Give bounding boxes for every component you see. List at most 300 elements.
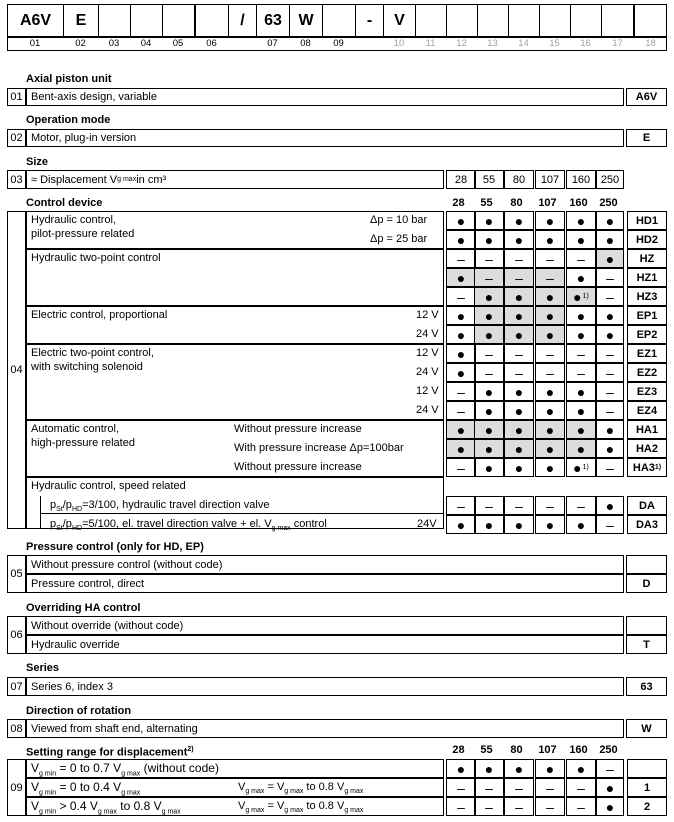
control-code[interactable]: [627, 363, 667, 382]
section-number: 03: [7, 170, 26, 189]
availability-mark: ●: [514, 231, 524, 248]
control-code[interactable]: [627, 382, 667, 401]
size-column-header: 55: [480, 744, 493, 756]
availability-cell: [504, 211, 534, 230]
control-row-note: With pressure increase Δp=100bar: [234, 442, 404, 454]
availability-mark: ●: [484, 440, 494, 457]
control-code[interactable]: [627, 420, 667, 439]
availability-cell: [535, 306, 565, 325]
control-row-note: Without pressure increase: [234, 461, 362, 473]
availability-mark: –: [457, 497, 465, 514]
availability-mark: ●: [545, 383, 555, 400]
size-option[interactable]: 250: [596, 170, 624, 189]
availability-cell: [566, 344, 596, 363]
availability-mark: –: [515, 250, 523, 267]
text: HD: [71, 506, 83, 514]
header-position-number: 05: [172, 38, 184, 49]
availability-mark: –: [515, 497, 523, 514]
availability-mark: –: [606, 364, 614, 381]
availability-mark: –: [457, 288, 465, 305]
availability-cell: [446, 420, 476, 439]
da-line-text: [50, 518, 327, 535]
control-code[interactable]: [627, 249, 667, 268]
option-code[interactable]: T: [626, 635, 667, 654]
availability-cell: [535, 439, 565, 458]
control-row-note: Δp = 25 bar: [370, 233, 428, 245]
availability-mark: –: [485, 497, 493, 514]
availability-cell: [446, 306, 476, 325]
option-code[interactable]: D: [626, 574, 667, 593]
header-code-box[interactable]: [322, 4, 356, 37]
availability-mark: –: [457, 383, 465, 400]
size-column-header: 250: [599, 744, 618, 756]
availability-cell: –: [596, 759, 624, 778]
text: g min: [39, 808, 57, 816]
availability-mark: ●: [456, 516, 466, 533]
availability-mark: –: [546, 250, 554, 267]
availability-mark: ●: [576, 383, 586, 400]
control-code[interactable]: [627, 325, 667, 344]
footnote-mark: 2): [187, 746, 194, 753]
availability-cell: [474, 401, 504, 420]
availability-mark: ●: [456, 326, 466, 343]
section-number: 02: [7, 129, 26, 147]
setting-range-text: [31, 800, 181, 818]
text: > 0.4 V: [56, 799, 98, 813]
availability-mark: ●: [456, 364, 466, 381]
availability-cell: [566, 249, 596, 268]
availability-cell: [535, 249, 565, 268]
text: V: [238, 800, 246, 812]
availability-mark: ●: [605, 231, 615, 248]
section-title: Axial piston unit: [26, 73, 112, 85]
text: g max: [245, 788, 265, 796]
availability-cell: [504, 401, 534, 420]
text: /p: [62, 518, 72, 530]
header-code-box[interactable]: [634, 4, 667, 37]
section-title: Overriding HA control: [26, 602, 141, 614]
control-code[interactable]: [627, 439, 667, 458]
availability-cell: [504, 344, 534, 363]
availability-cell: [446, 249, 476, 268]
availability-mark: ●: [484, 516, 494, 533]
availability-mark: ●: [514, 307, 524, 324]
footnote-mark: 1): [654, 464, 662, 471]
text: to 0.8 V: [116, 799, 162, 813]
section-number: 01: [7, 88, 26, 106]
availability-mark: –: [546, 269, 554, 286]
availability-mark: ●: [545, 231, 555, 248]
availability-mark: ●: [514, 459, 524, 476]
control-group-label: with switching solenoid: [31, 361, 143, 373]
availability-mark: –: [515, 269, 523, 286]
header-position-number: 09: [333, 38, 344, 49]
availability-cell: [446, 382, 476, 401]
availability-cell: [596, 363, 624, 382]
footnote-mark: 1): [582, 293, 589, 300]
availability-cell: [535, 363, 565, 382]
section-title: Pressure control (only for HD, EP): [26, 541, 204, 553]
text: p: [50, 499, 57, 511]
availability-cell: [596, 458, 624, 477]
text: to 0.8 V: [303, 800, 345, 812]
subscript: g max: [117, 176, 137, 183]
header-code-box[interactable]: /: [228, 4, 257, 37]
availability-mark: ●: [514, 326, 524, 343]
availability-mark: ●: [514, 440, 524, 457]
max-range-text: [238, 800, 363, 817]
option-code[interactable]: A6V: [626, 88, 667, 106]
option-code[interactable]: W: [626, 719, 667, 738]
option-code[interactable]: [626, 616, 667, 635]
code-text: HZ: [639, 252, 655, 265]
availability-mark: ●: [576, 307, 586, 324]
availability-cell: [566, 363, 596, 382]
availability-cell: [504, 439, 534, 458]
availability-mark: ●: [605, 326, 615, 343]
availability-mark: ●: [573, 459, 582, 476]
availability-cell: [474, 515, 504, 534]
availability-mark: ●: [514, 421, 524, 438]
availability-mark: ●: [605, 440, 615, 457]
control-group-label: Hydraulic control,: [31, 214, 116, 226]
availability-cell: [566, 230, 596, 249]
text: = 0 to 0.7 V: [56, 761, 122, 775]
header-position-number: 11: [425, 38, 436, 49]
availability-mark: ●: [545, 402, 555, 419]
availability-mark: ●: [484, 307, 494, 324]
text: to 0.8 V: [303, 781, 345, 793]
availability-cell: –: [474, 797, 504, 816]
availability-mark: ●: [605, 250, 615, 267]
header-code-box[interactable]: W: [289, 4, 323, 37]
code-text: EZ3: [636, 385, 658, 398]
availability-mark: –: [515, 345, 523, 362]
header-code-box[interactable]: [415, 4, 447, 37]
header-position-number: 16: [580, 38, 591, 49]
section-number: 09: [7, 759, 26, 816]
availability-cell: [504, 363, 534, 382]
option-description[interactable]: Motor, plug-in version: [26, 129, 624, 147]
control-code[interactable]: [627, 287, 667, 306]
text: in cm³: [136, 173, 167, 186]
code-text: EZ2: [636, 366, 658, 379]
availability-cell: [535, 515, 565, 534]
availability-mark: ●: [576, 402, 586, 419]
availability-mark: –: [485, 364, 493, 381]
availability-mark: ●: [484, 402, 494, 419]
text: g max: [284, 807, 304, 815]
control-row-note: 24 V: [416, 366, 439, 378]
availability-cell: [596, 515, 624, 534]
header-code-box[interactable]: [477, 4, 509, 37]
availability-cell: [596, 287, 624, 306]
header-code-box[interactable]: [570, 4, 602, 37]
availability-cell: [596, 249, 624, 268]
availability-cell: [596, 230, 624, 249]
control-code[interactable]: [627, 268, 667, 287]
control-row-note: 24 V: [416, 328, 439, 340]
availability-mark: ●: [456, 212, 466, 229]
availability-mark: ●: [605, 307, 615, 324]
availability-mark: –: [577, 497, 585, 514]
control-group-label: Electric two-point control,: [31, 347, 154, 359]
option-description[interactable]: Without override (without code): [26, 616, 624, 635]
header-position-number: 14: [518, 38, 529, 49]
availability-mark: –: [515, 364, 523, 381]
availability-mark: ●: [545, 307, 555, 324]
availability-cell: [504, 420, 534, 439]
text: g min: [39, 789, 57, 797]
availability-cell: [535, 211, 565, 230]
availability-cell: ●: [535, 759, 565, 778]
header-code-box[interactable]: [130, 4, 163, 37]
availability-mark: ●: [514, 288, 524, 305]
header-code-box[interactable]: E: [63, 4, 99, 37]
size-column-header: 250: [599, 197, 618, 209]
option-description[interactable]: Without pressure control (without code): [26, 555, 624, 574]
availability-cell: [566, 306, 596, 325]
availability-mark: ●: [456, 231, 466, 248]
text: =3/100, hydraulic travel direction valve: [82, 499, 270, 511]
control-group-label: Hydraulic control, speed related: [31, 480, 186, 492]
availability-cell: [566, 382, 596, 401]
availability-cell: [566, 211, 596, 230]
header-code-box[interactable]: [539, 4, 571, 37]
availability-cell: [446, 458, 476, 477]
header-position-number: 12: [456, 38, 467, 49]
size-column-header: 107: [538, 744, 557, 756]
text: = V: [264, 800, 285, 812]
control-code[interactable]: [627, 344, 667, 363]
availability-mark: ●: [514, 516, 524, 533]
control-group-label: high-pressure related: [31, 437, 135, 449]
header-position-number: 03: [108, 38, 120, 49]
availability-mark: –: [606, 516, 614, 533]
availability-cell: –: [446, 778, 476, 797]
control-code[interactable]: [627, 211, 667, 230]
availability-cell: [474, 306, 504, 325]
availability-cell: –: [535, 797, 565, 816]
header-code-box[interactable]: A6V: [7, 4, 64, 37]
option-code[interactable]: 63: [626, 677, 667, 696]
availability-mark: ●: [545, 516, 555, 533]
text: control: [290, 518, 327, 530]
text: = 0 to 0.4 V: [56, 780, 122, 794]
control-row-note: 24 V: [416, 404, 439, 416]
size-option[interactable]: 80: [504, 170, 534, 189]
control-row-note: 12 V: [416, 385, 439, 397]
option-code[interactable]: E: [626, 129, 667, 147]
control-row-note: 12 V: [416, 309, 439, 321]
code-text: HD2: [635, 233, 658, 246]
availability-mark: ●: [456, 307, 466, 324]
header-code-box[interactable]: V: [383, 4, 416, 37]
setting-code[interactable]: [627, 759, 667, 778]
control-code[interactable]: [627, 458, 667, 477]
availability-cell: [474, 287, 504, 306]
availability-mark: ●: [456, 421, 466, 438]
header-code-box[interactable]: 63: [256, 4, 290, 37]
size-column-header: 80: [510, 197, 523, 209]
availability-cell: [596, 401, 624, 420]
code-text: HZ1: [636, 271, 658, 284]
text: g max: [284, 788, 304, 796]
header-position-number: 17: [612, 38, 623, 49]
availability-cell: [596, 420, 624, 439]
max-range-text: [238, 781, 363, 798]
control-code[interactable]: [627, 306, 667, 325]
control-row-note: 24V: [417, 518, 437, 530]
availability-mark: –: [606, 345, 614, 362]
header-code-box[interactable]: [195, 4, 229, 37]
code-text: EP2: [636, 328, 658, 341]
availability-cell: [446, 268, 476, 287]
availability-cell: –: [446, 797, 476, 816]
header-code-box[interactable]: [162, 4, 195, 37]
text: St: [56, 525, 63, 533]
text: V: [31, 761, 40, 775]
text: Setting range for displacement: [26, 746, 188, 759]
code-text: EP1: [636, 309, 658, 322]
availability-cell: [446, 496, 476, 515]
availability-mark: ●: [545, 288, 555, 305]
availability-cell: ●: [504, 759, 534, 778]
availability-mark: –: [577, 345, 585, 362]
text: g max: [121, 789, 141, 797]
section-number: 06: [7, 616, 26, 654]
header-position-number: 10: [393, 38, 405, 49]
availability-mark: ●: [456, 345, 466, 362]
header-position-number: 18: [645, 38, 656, 49]
control-code[interactable]: [627, 401, 667, 420]
availability-mark: –: [485, 250, 493, 267]
availability-cell: [474, 268, 504, 287]
text: HD: [71, 525, 83, 533]
availability-cell: [535, 287, 565, 306]
control-code[interactable]: [627, 230, 667, 249]
availability-cell: [596, 325, 624, 344]
availability-mark: –: [606, 288, 614, 305]
availability-cell: [566, 420, 596, 439]
setting-code[interactable]: 1: [627, 778, 667, 797]
availability-cell: –: [504, 778, 534, 797]
code-text: DA3: [635, 518, 658, 531]
option-description[interactable]: Series 6, index 3: [26, 677, 624, 696]
availability-mark: ●: [514, 383, 524, 400]
option-code[interactable]: [626, 555, 667, 574]
size-option[interactable]: 55: [474, 170, 504, 189]
availability-mark: ●: [545, 421, 555, 438]
control-row-note: Without pressure increase: [234, 423, 362, 435]
text: V: [31, 799, 40, 813]
size-column-header: 107: [538, 197, 557, 209]
availability-cell: [596, 496, 624, 515]
availability-cell: –: [566, 797, 596, 816]
size-option[interactable]: 107: [535, 170, 565, 189]
availability-mark: ●: [484, 326, 494, 343]
availability-mark: –: [606, 402, 614, 419]
text: g max: [161, 808, 181, 816]
availability-mark: –: [606, 383, 614, 400]
availability-cell: [535, 325, 565, 344]
availability-cell: [596, 211, 624, 230]
header-position-number: 01: [29, 38, 41, 49]
availability-mark: ●: [484, 231, 494, 248]
availability-cell: [446, 287, 476, 306]
code-text: HD1: [635, 214, 658, 227]
header-position-number: 08: [300, 38, 311, 49]
header-code-box[interactable]: -: [355, 4, 384, 37]
size-column-header: 160: [569, 744, 588, 756]
availability-mark: –: [606, 459, 614, 476]
availability-cell: [474, 439, 504, 458]
control-code[interactable]: [627, 496, 667, 515]
header-code-box[interactable]: [98, 4, 131, 37]
availability-mark: –: [546, 497, 554, 514]
availability-mark: ●: [545, 440, 555, 457]
option-description[interactable]: Hydraulic override: [26, 635, 624, 654]
availability-mark: ●: [456, 440, 466, 457]
availability-cell: [566, 325, 596, 344]
availability-mark: ●: [605, 212, 615, 229]
availability-cell: [474, 325, 504, 344]
code-text: DA: [639, 499, 655, 512]
availability-cell: [504, 268, 534, 287]
control-group-label: Automatic control,: [31, 423, 120, 435]
control-code[interactable]: [627, 515, 667, 534]
option-description[interactable]: Pressure control, direct: [26, 574, 624, 593]
size-column-header: 80: [510, 744, 523, 756]
size-column-header: 55: [480, 197, 493, 209]
option-description[interactable]: Viewed from shaft end, alternating: [26, 719, 624, 738]
availability-cell: [566, 439, 596, 458]
availability-cell: [446, 344, 476, 363]
da-divider: [40, 513, 444, 514]
availability-cell: [566, 287, 596, 306]
option-description[interactable]: Bent-axis design, variable: [26, 88, 624, 106]
header-code-box[interactable]: [446, 4, 478, 37]
availability-cell: ●: [566, 759, 596, 778]
size-column-header: 28: [452, 197, 465, 209]
setting-code[interactable]: 2: [627, 797, 667, 816]
availability-mark: –: [606, 269, 614, 286]
control-row-note: 12 V: [416, 347, 439, 359]
size-option[interactable]: 28: [446, 170, 476, 189]
availability-mark: –: [577, 364, 585, 381]
availability-cell: [446, 439, 476, 458]
availability-cell: [474, 344, 504, 363]
availability-cell: [504, 230, 534, 249]
availability-mark: ●: [545, 212, 555, 229]
availability-mark: –: [577, 250, 585, 267]
size-option[interactable]: 160: [566, 170, 596, 189]
availability-cell: [596, 344, 624, 363]
section-title: Size: [26, 156, 49, 168]
text: g max: [344, 788, 364, 796]
availability-cell: [596, 306, 624, 325]
code-text: HZ3: [636, 290, 658, 303]
availability-cell: [474, 363, 504, 382]
header-position-number: 15: [549, 38, 560, 49]
text: g min: [39, 770, 57, 778]
header-code-box[interactable]: [601, 4, 634, 37]
availability-mark: ●: [484, 383, 494, 400]
header-code-box[interactable]: [508, 4, 540, 37]
availability-cell: ●: [446, 759, 476, 778]
text: =5/100, el. travel direction valve + el. V: [82, 518, 272, 530]
text: g max: [121, 770, 141, 778]
